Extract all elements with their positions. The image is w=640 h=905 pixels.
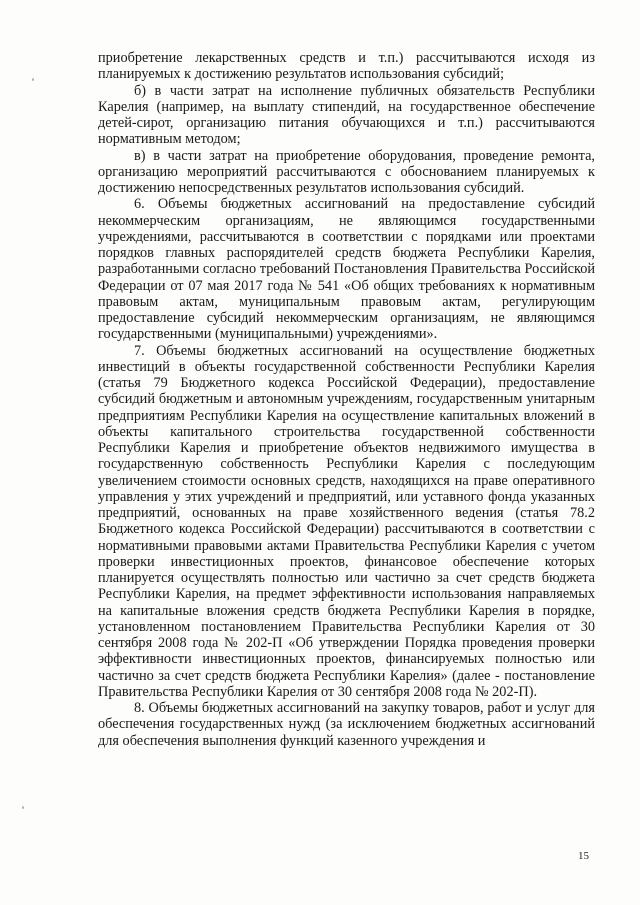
paragraph-7: 7. Объемы бюджетных ассигнований на осуществление бюджетных инвестиций в объекты государственной собственности Республики Карелия (статья 79 Бюджетного кодекса Российской Федерации), предоставление субсидий бюджетным и автономным учреждениям, государственным унитарным предприятиям Республики Карелия на осуществление капитальных вложений в объекты капитального строительства государственной собственности Республики Карелия и приобретение объектов недвижимого имущества в государственную собственность Республики Карелия с последующим увеличением стоимости основных средств, находящихся на праве оперативного управления у этих учреждений и предприятий, или уставного фонда указанных предприятий, основанных на праве хозяйственного ведения (статья 78.2 Бюджетного кодекса Российской Федерации) рассчитываются в соответствии с нормативными правовыми актами Правительства Республики Карелия с учетом проверки инвестиционных проектов, финансовое обеспечение которых планируется осуществлять полностью или частично за счет средств бюджета Республики Карелия, на предмет эффективности использования направляемых на капитальные вложения средств бюджета Республики Карелия в порядке, установленном постановлением Правительства Республики Карелия от 30 сентября 2008 года № 202-П «Об утверждении Порядка проведения проверки эффективности инвестиционных проектов, финансируемых полностью или частично за счет средств бюджета Республики Карелия» (далее - постановление Правительства Республики Карелия от 30 сентября 2008 года № 202-П). (98, 342, 595, 700)
scan-speck (32, 78, 34, 81)
scan-speck (22, 806, 24, 809)
paragraph-continuation: приобретение лекарственных средств и т.п.) рассчитываются исходя из планируемых к достижению результатов использования субсидий; (98, 50, 595, 83)
paragraph-8: 8. Объемы бюджетных ассигнований на закупку товаров, работ и услуг для обеспечения государственных нужд (за исключением бюджетных ассигнований для обеспечения выполнения функций казенного учреждения и (98, 700, 595, 749)
paragraph-item-v: в) в части затрат на приобретение оборудования, проведение ремонта, организацию мероприятий рассчитываются с обоснованием планируемых к достижению непосредственных результатов использования субсидий. (98, 147, 595, 196)
paragraph-6: 6. Объемы бюджетных ассигнований на предоставление субсидий некоммерческим организациям, не являющимся государственными учреждениями, рассчитываются в соответствии с порядками или проектами порядков главных распорядителей средств бюджета Республики Карелия, разработанными согласно требований Постановления Правительства Российской Федерации от 07 мая 2017 года № 541 «Об общих требованиях к нормативным правовым актам, муниципальным правовым актам, регулирующим предоставление субсидий некоммерческим организациям, не являющимся государственными (муниципальными) учреждениями». (98, 196, 595, 343)
paragraph-item-b: б) в части затрат на исполнение публичных обязательств Республики Карелия (например, на выплату стипендий, на государственное обеспечение детей-сирот, организацию питания обучающихся и т.п.) рассчитываются нормативным методом; (98, 82, 595, 148)
page-number: 15 (578, 850, 589, 862)
body-text (98, 50, 595, 749)
